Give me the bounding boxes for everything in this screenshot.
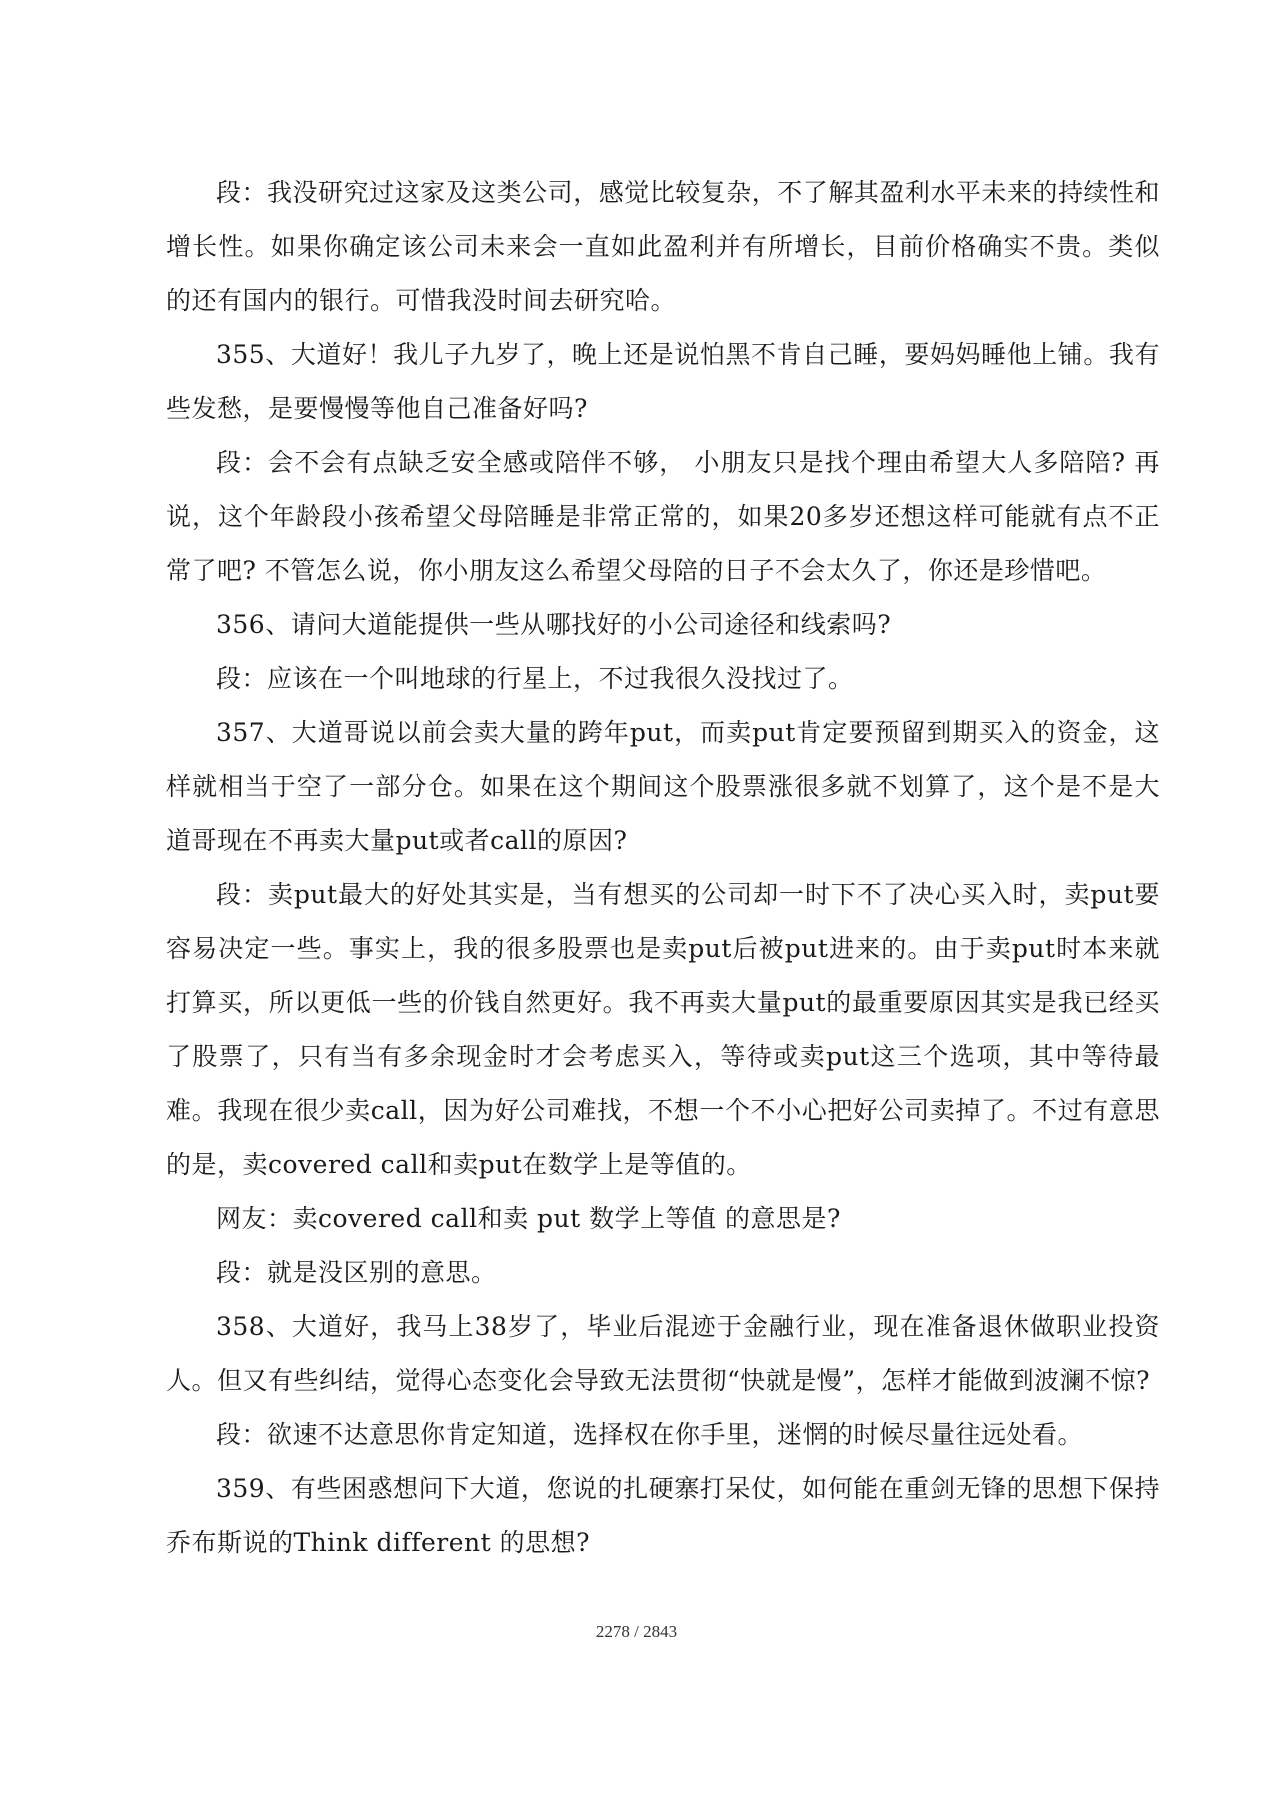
paragraph-answer-358: 段：欲速不达意思你肯定知道，选择权在你手里，迷惘的时候尽量往远处看。	[216, 1420, 1084, 1449]
paragraph-answer-355: 段：会不会有点缺乏安全感或陪伴不够， 小朋友只是找个理由希望大人多陪陪? 再说，这个年龄段小孩希望父母陪睡是非常正常的，如果20多岁还想这样可能就有点不正常了吧? 不管怎么说，你小朋友这么希望父母陪的日子不会太久了，你还是珍惜吧。	[166, 448, 1160, 585]
body-text	[166, 166, 1160, 1570]
paragraph-question-355: 355、大道好！我儿子九岁了，晚上还是说怕黑不肯自己睡，要妈妈睡他上铺。我有些发愁，是要慢慢等他自己准备好吗?	[166, 340, 1160, 423]
paragraph-followup-answer: 段：就是没区别的意思。	[216, 1258, 497, 1287]
paragraph-answer-357: 段：卖put最大的好处其实是，当有想买的公司却一时下不了决心买入时，卖put要容易决定一些。事实上，我的很多股票也是卖put后被put进来的。由于卖put时本来就打算买，所以更低一些的价钱自然更好。我不再卖大量put的最重要原因其实是我已经买了股票了，只有当有多余现金时才会考虑买入，等待或卖put这三个选项，其中等待最难。我现在很少卖call，因为好公司难找，不想一个不小心把好公司卖掉了。不过有意思的是，卖covered call和卖put在数学上是等值的。	[166, 880, 1160, 1179]
paragraph-answer-356: 段：应该在一个叫地球的行星上，不过我很久没找过了。	[216, 664, 854, 693]
paragraph-question-357: 357、大道哥说以前会卖大量的跨年put，而卖put肯定要预留到期买入的资金，这样就相当于空了一部分仓。如果在这个期间这个股票涨很多就不划算了，这个是不是大道哥现在不再卖大量put或者call的原因?	[166, 718, 1160, 855]
paragraph-followup-question: 网友：卖covered call和卖 put 数学上等值 的意思是?	[216, 1204, 841, 1233]
paragraph-question-359: 359、有些困惑想问下大道，您说的扎硬寨打呆仗，如何能在重剑无锋的思想下保持乔布斯说的Think different 的思想?	[166, 1474, 1160, 1557]
paragraph-answer-354: 段：我没研究过这家及这类公司，感觉比较复杂，不了解其盈利水平未来的持续性和增长性。如果你确定该公司未来会一直如此盈利并有所增长，目前价格确实不贵。类似的还有国内的银行。可惜我没时间去研究哈。	[166, 178, 1160, 315]
paragraph-question-358: 358、大道好，我马上38岁了，毕业后混迹于金融行业，现在准备退休做职业投资人。但又有些纠结，觉得心态变化会导致无法贯彻“快就是慢”，怎样才能做到波澜不惊?	[166, 1312, 1160, 1395]
paragraph-question-356: 356、请问大道能提供一些从哪找好的小公司途径和线索吗?	[216, 610, 892, 639]
page-number: 2278 / 2843	[595, 1622, 678, 1641]
